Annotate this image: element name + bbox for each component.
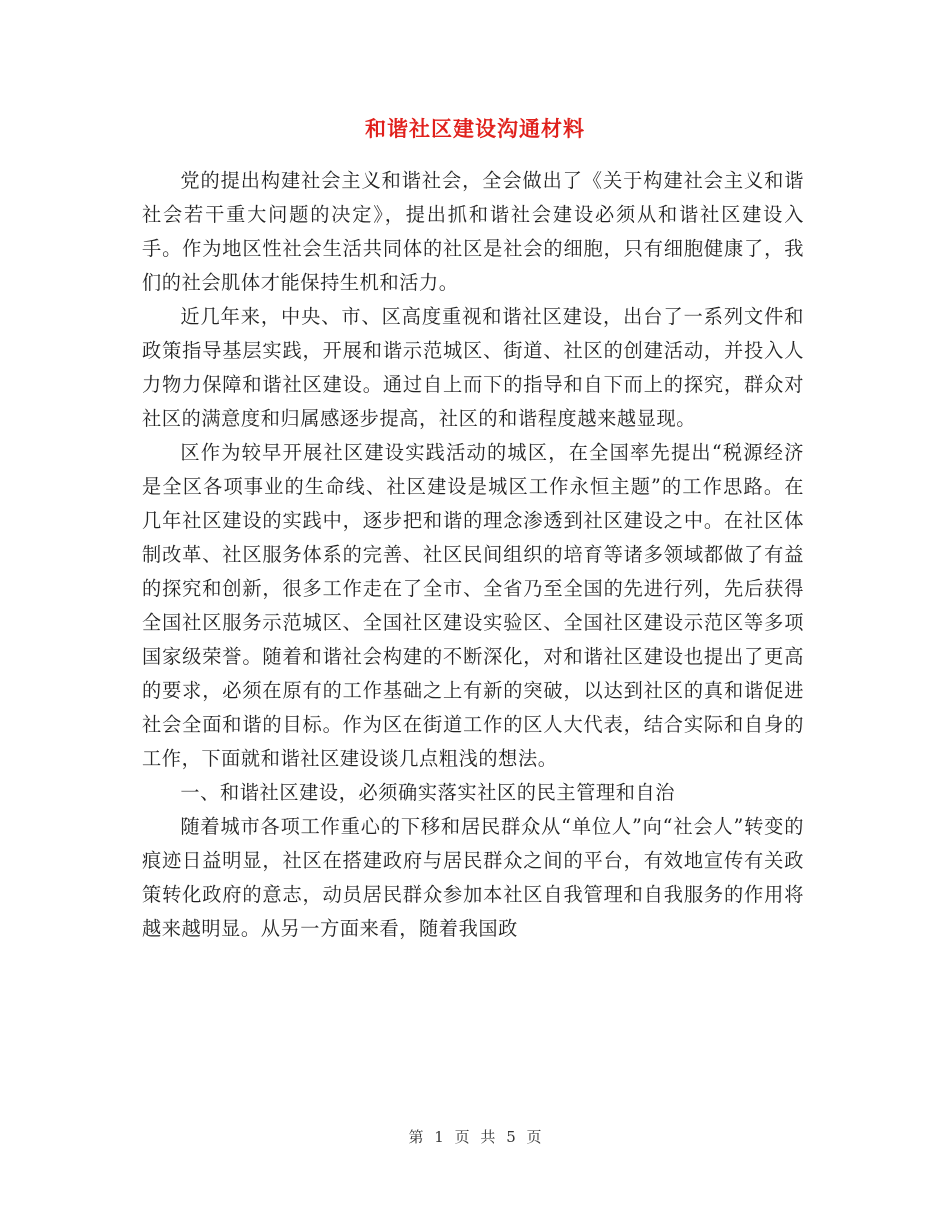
document-body — [142, 164, 804, 946]
footer-total-pages: 5 — [506, 1128, 516, 1146]
paragraph-2: 近几年来，中央、市、区高度重视和谐社区建设，出台了一系列文件和政策指导基层实践，开展和谐示范城区、街道、社区的创建活动，并投入人力物力保障和谐社区建设。通过自上而下的指导和自下而上的探究，群众对社区的满意度和归属感逐步提高，社区的和谐程度越来越显现。 — [142, 305, 804, 430]
paragraph-3: 区作为较早开展社区建设实践活动的城区，在全国率先提出“税源经济是全区各项事业的生命线、社区建设是城区工作永恒主题”的工作思路。在几年社区建设的实践中，逐步把和谐的理念渗透到社区建设之中。在社区体制改革、社区服务体系的完善、社区民间组织的培育等诸多领域都做了有益的探究和创新，很多工作走在了全市、全省乃至全国的先进行列，先后获得全国社区服务示范城区、全国社区建设实验区、全国社区建设示范区等多项国家级荣誉。随着和谐社会构建的不断深化，对和谐社区建设也提出了更高的要求，必须在原有的工作基础之上有新的突破，以达到社区的真和谐促进社会全面和谐的目标。作为区在街道工作的区人大代表，结合实际和自身的工作，下面就和谐社区建设谈几点粗浅的想法。 — [142, 441, 804, 770]
section-heading-1: 一、和谐社区建设，必须确实落实社区的民主管理和自治 — [180, 781, 676, 804]
paragraph-4: 随着城市各项工作重心的下移和居民群众从“单位人”向“社会人”转变的痕迹日益明显，社区在搭建政府与居民群众之间的平台，有效地宣传有关政策转化政府的意志，动员居民群众参加本社区自我管理和自我服务的作用将越来越明显。从另一方面来看，随着我国政 — [142, 815, 804, 940]
page-footer — [0, 1126, 950, 1148]
paragraph-1: 党的提出构建社会主义和谐社会，全会做出了《关于构建社会主义和谐社会若干重大问题的决定》，提出抓和谐社会建设必须从和谐社区建设入手。作为地区性社会生活共同体的社区是社会的细胞，只有细胞健康了，我们的社会肌体才能保持生机和活力。 — [142, 169, 804, 294]
footer-current-page: 1 — [434, 1128, 444, 1146]
document-title: 和谐社区建设沟通材料 — [365, 116, 585, 141]
footer-page-unit: 页 — [454, 1128, 470, 1146]
footer-page-label: 第 — [408, 1128, 424, 1146]
footer-total-unit: 页 — [526, 1128, 542, 1146]
footer-total-label: 共 — [480, 1128, 496, 1146]
